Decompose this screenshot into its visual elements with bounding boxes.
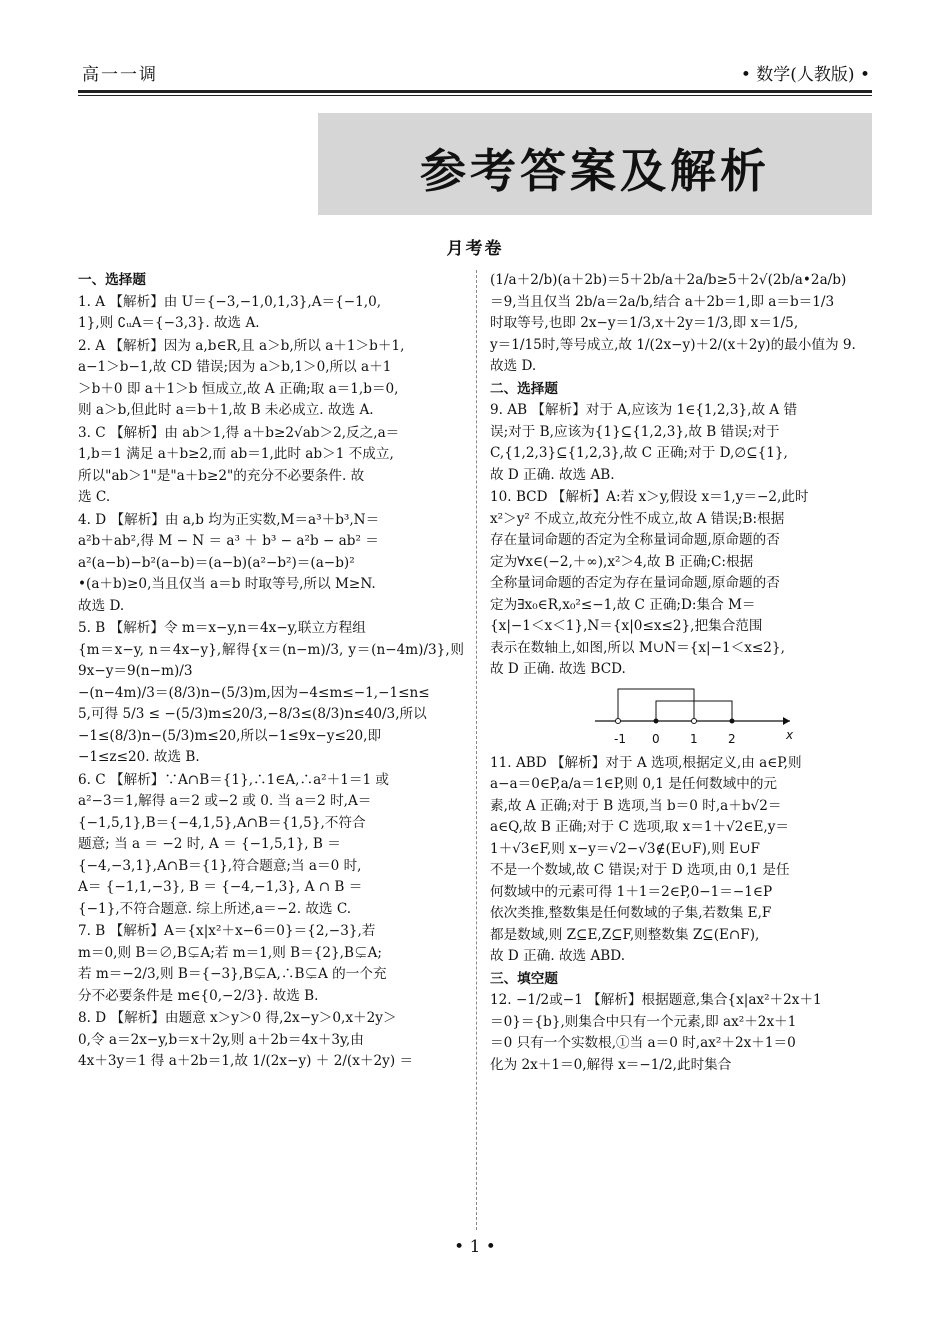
section-heading: 二、选择题 (490, 380, 558, 397)
answer-line: a²b＋ab²,得 M − N ＝ a³ ＋ b³ − a²b − ab² ＝ (78, 533, 379, 549)
left-column (78, 270, 464, 1074)
closed-point (654, 718, 659, 723)
answer-line: 6. C 【解析】∵A∩B＝{1},∴1∈A,∴a²＋1＝1 或 (78, 771, 390, 788)
answer-line: •(a＋b)≥0,当且仅当 a＝b 时取等号,所以 M≥N. (78, 576, 376, 592)
answer-line: 全称量词命题的否定为存在量词命题,原命题的否 (490, 575, 780, 591)
answer-line: 何数域中的元素可得 1＋1＝2∈P,0−1＝−1∈P (490, 883, 773, 900)
answer-line: C,{1,2,3}⊆{1,2,3},故 C 正确;对于 D,∅⊆{1}, (490, 445, 788, 461)
answer-line: 时取等号,也即 2x−y＝1/3,x＋2y＝1/3,即 x＝1/5, (490, 315, 799, 331)
answer-line: x²＞y² 不成立,故充分性不成立,故 A 错误;B:根据 (490, 510, 785, 527)
tick-label: 2 (728, 731, 736, 746)
answer-line: ＝0 只有一个实数根,①当 a＝0 时,ax²＋2x＋1＝0 (490, 1035, 796, 1051)
answer-line: (1/a＋2/b)(a＋2b)＝5＋2b/a＋2a/b≥5＋2√(2b/a•2a/b) (490, 272, 847, 288)
answer-line: a−1＞b−1,故 CD 错误;因为 a＞b,1＞0,所以 a＋1 (78, 359, 392, 375)
answer-line: 不是一个数域,故 C 错误;对于 D 选项,由 0,1 是任 (490, 862, 790, 878)
answer-line: 1},则 ∁ᵤA＝{−3,3}. 故选 A. (78, 315, 260, 331)
number-line-svg (590, 685, 800, 731)
answer-line: A＝ {−1,1,−3}, B ＝ {−4,−1,3}, A ∩ B ＝ (78, 879, 363, 895)
answer-line: 故 D 正确. 故选 ABD. (490, 948, 626, 964)
answer-item (78, 510, 464, 618)
section-heading: 三、填空题 (490, 970, 558, 987)
answer-line: 素,故 A 正确;对于 B 选项,当 b＝0 时,a＋b√2＝ (490, 797, 782, 814)
answer-line: 2. A 【解析】因为 a,b∈R,且 a＞b,所以 a＋1＞b＋1, (78, 337, 405, 354)
answer-item (78, 423, 464, 509)
answer-item (78, 1008, 464, 1073)
answer-line: 8. D 【解析】由题意 x＞y＞0 得,2x−y＞0,x＋2y＞ (78, 1010, 397, 1026)
header-left: 高一一调 (82, 65, 158, 85)
page-subtitle: 月考卷 (446, 239, 504, 259)
answer-line: 定为∀x∈(−2,＋∞),x²＞4,故 B 正确;C:根据 (490, 553, 754, 570)
answer-line: 故选 D. (78, 597, 125, 614)
answer-line: 误;对于 B,应该为{1}⊆{1,2,3},故 B 错误;对于 (490, 423, 780, 440)
answer-line: 选 C. (78, 489, 111, 505)
answer-line: 10. BCD 【解析】A:若 x＞y,假设 x＝1,y＝−2,此时 (490, 489, 809, 505)
answer-line: 题意; 当 a ＝ −2 时, A ＝ {−1,5,1}, B ＝ (78, 836, 341, 852)
answer-line: 11. ABD 【解析】对于 A 选项,根据定义,由 a∈P,则 (490, 754, 802, 771)
answer-line: 4x＋3y＝1 得 a＋2b＝1,故 1/(2x−y) ＋ 2/(x＋2y) ＝ (78, 1053, 414, 1069)
answer-line: a²−3＝1,解得 a＝2 或−2 或 0. 当 a＝2 时,A＝ (78, 793, 372, 809)
header-right: • 数学(人教版) • (740, 65, 870, 85)
answer-line: 都是数域,则 Z⊆E,Z⊆F,则整数集 Z⊆(E∩F), (490, 926, 760, 943)
answer-line: 存在量词命题的否定为全称量词命题,原命题的否 (490, 532, 780, 548)
open-point (616, 718, 621, 723)
answer-line: {−4,−3,1},A∩B＝{1},符合题意;当 a＝0 时, (78, 857, 362, 874)
answer-line: 依次类推,整数集是任何数域的子集,若数集 E,F (490, 905, 772, 921)
answer-line: 故 D 正确. 故选 AB. (490, 466, 615, 483)
answer-line: 化为 2x＋1＝0,解得 x＝−1/2,此时集合 (490, 1056, 732, 1073)
right-column (490, 270, 874, 1077)
answer-line: −1≤z≤20. 故选 B. (78, 749, 200, 765)
answer-line: y＝1/15时,等号成立,故 1/(2x−y)＋2/(x＋2y)的最小值为 9. (490, 336, 856, 353)
number-line-figure (590, 685, 800, 747)
answer-item (490, 487, 874, 681)
answer-item (490, 400, 874, 486)
answer-line: 5,可得 5/3 ≤ −(5/3)m≤20/3,−8/3≤(8/3)n≤40/3,所以 (78, 706, 427, 722)
answer-line: {m＝x−y, n＝4x−y},解得{x＝(n−m)/3, y＝(n−4m)/3},则 9x−y＝9(n−m)/3 (78, 641, 464, 679)
answer-line: ＞b＋0 即 a＋1＞b 恒成立,故 A 正确;取 a＝1,b＝0, (78, 380, 399, 397)
answer-item (78, 336, 464, 422)
answer-line: 若 m＝−2/3,则 B＝{−3},B⊊A,∴B⊊A 的一个充 (78, 966, 387, 982)
title-banner (318, 113, 872, 215)
answer-line: 所以"ab＞1"是"a＋b≥2"的充分不必要条件. 故 (78, 467, 365, 484)
answer-line: 定为∃x₀∈R,x₀²≤−1,故 C 正确;D:集合 M＝ (490, 596, 756, 613)
answer-item (78, 770, 464, 921)
answer-line: {−1},不符合题意. 综上所述,a＝−2. 故选 C. (78, 900, 352, 917)
closed-point (730, 718, 735, 723)
answer-line: m＝0,则 B＝∅,B⊊A;若 m＝1,则 B＝{2},B⊊A; (78, 944, 382, 961)
answer-line: {x|−1＜x＜1},N＝{x|0≤x≤2},把集合范围 (490, 618, 763, 634)
tick-label: 1 (690, 731, 698, 746)
answer-item (78, 618, 464, 769)
axis-label: x (786, 727, 794, 742)
answer-line: 1＋√3∈F,则 x−y＝√2−√3∉(E∪F),则 E∪F (490, 840, 760, 857)
axis-arrow (783, 717, 790, 725)
answer-line: 表示在数轴上,如图,所以 M∪N＝{x|−1＜x≤2}, (490, 639, 785, 656)
answer-line: ＝0}＝{b},则集合中只有一个元素,即 ax²＋2x＋1 (490, 1013, 797, 1030)
answer-line: 7. B 【解析】A＝{x|x²＋x−6＝0}＝{2,−3},若 (78, 923, 376, 939)
header-rule (78, 90, 872, 96)
open-point (692, 718, 697, 723)
answer-line: −(n−4m)/3＝(8/3)n−(5/3)m,因为−4≤m≤−1,−1≤n≤ (78, 684, 430, 701)
answer-line: a²(a−b)−b²(a−b)＝(a−b)(a²−b²)＝(a−b)² (78, 554, 355, 571)
answer-line: 4. D 【解析】由 a,b 均为正实数,M＝a³＋b³,N＝ (78, 511, 380, 528)
answer-line: 12. −1/2或−1 【解析】根据题意,集合{x|ax²＋2x＋1 (490, 992, 822, 1008)
answer-line: 9. AB 【解析】对于 A,应该为 1∈{1,2,3},故 A 错 (490, 402, 798, 418)
answer-line: 0,令 a＝2x−y,b＝x＋2y,则 a＋2b＝4x＋3y,由 (78, 1031, 364, 1048)
answer-line: a∈Q,故 B 正确;对于 C 选项,取 x＝1＋√2∈E,y＝ (490, 819, 789, 835)
section-heading: 一、选择题 (78, 272, 146, 288)
tick-label: 0 (652, 731, 660, 746)
answer-item (490, 753, 874, 968)
answer-line: 5. B 【解析】令 m＝x−y,n＝4x−y,联立方程组 (78, 620, 366, 636)
page-title: 参考答案及解析 (420, 144, 770, 198)
answer-line: 故 D 正确. 故选 BCD. (490, 661, 626, 677)
answer-line: 故选 D. (490, 358, 537, 374)
answer-line: 3. C 【解析】由 ab＞1,得 a＋b≥2√ab＞2,反之,a＝ (78, 424, 400, 441)
page-number: • 1 • (454, 1237, 496, 1257)
answer-line: −1≤(8/3)n−(5/3)m≤20,所以−1≤9x−y≤20,即 (78, 727, 382, 744)
answer-line: ＝9,当且仅当 2b/a＝2a/b,结合 a＋2b＝1,即 a＝b＝1/3 (490, 293, 835, 310)
column-divider (476, 270, 477, 1230)
tick-label: -1 (614, 731, 626, 746)
answer-line: 分不必要条件是 m∈{0,−2/3}. 故选 B. (78, 987, 319, 1004)
answer-item (78, 292, 464, 335)
answer-line: {−1,5,1},B＝{−4,1,5},A∩B＝{1,5},不符合 (78, 814, 366, 831)
answer-line: a−a＝0∈P,a/a＝1∈P,则 0,1 是任何数域中的元 (490, 776, 778, 792)
answer-item (490, 990, 874, 1076)
answer-line: 1,b＝1 满足 a＋b≥2,而 ab＝1,此时 ab＞1 不成立, (78, 446, 394, 462)
answer-line: 1. A 【解析】由 U＝{−3,−1,0,1,3},A＝{−1,0, (78, 293, 382, 310)
answer-item (78, 921, 464, 1007)
answer-line: 则 a＞b,但此时 a＝b＋1,故 B 未必成立. 故选 A. (78, 402, 374, 418)
answer-item (490, 270, 874, 378)
